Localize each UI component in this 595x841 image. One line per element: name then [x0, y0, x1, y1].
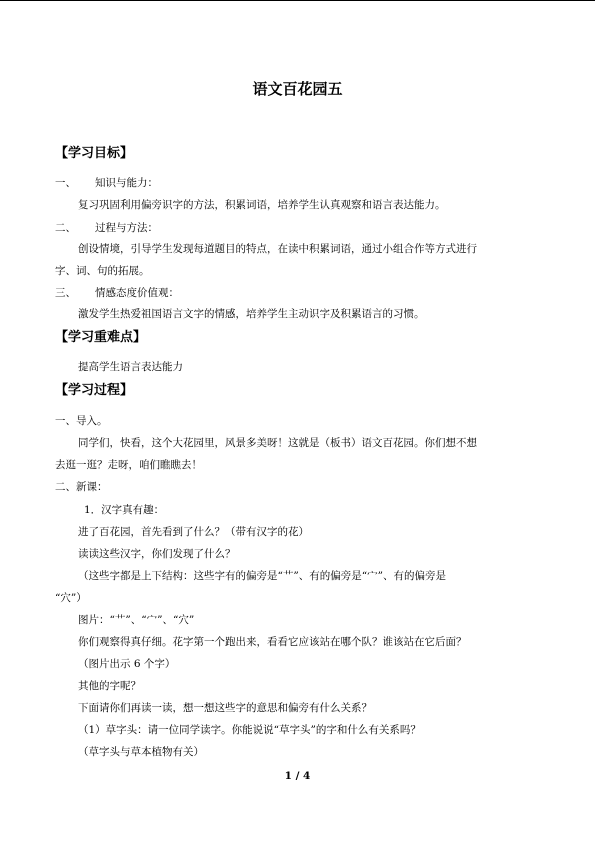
process-paragraph-16: （草字头与草本植物有关） — [78, 746, 204, 758]
heading-key-points: 【学习重难点】 — [55, 330, 147, 345]
goal-item-3 — [55, 286, 179, 300]
page-top-border — [0, 0, 595, 1]
goal-item-2-text-line-1: 创设情境，引导学生发现每道题目的特点，在读中积累词语，通过小组合作等方式进行 — [78, 243, 477, 255]
goal-item-3-number: 三、 — [55, 287, 76, 299]
goal-item-1-text: 复习巩固利用偏旁识字的方法，积累词语，培养学生认真观察和语言表达能力。 — [78, 199, 446, 211]
process-paragraph-1: 一、导入。 — [55, 415, 108, 427]
goal-item-3-text: 激发学生热爱祖国语言文字的情感，培养学生主动识字及积累语言的习惯。 — [78, 308, 425, 320]
goal-item-1 — [55, 176, 158, 190]
process-paragraph-14: 下面请你们再读一读，想一想这些字的意思和偏旁有什么关系？ — [78, 702, 372, 714]
process-paragraph-8: （这些字都是上下结构：这些字有的偏旁是“艹”、有的偏旁是“宀”、有的偏旁是 — [78, 570, 446, 582]
goal-item-2-number: 二、 — [55, 222, 76, 234]
process-paragraph-9: “穴”） — [55, 592, 87, 604]
process-paragraph-15: （1）草字头：请一位同学读字。你能说说“草字头”的字和什么有关系吗？ — [78, 724, 421, 736]
process-paragraph-2: 同学们，快看，这个大花园里，风景多美呀！这就是（板书）语文百花园。你们想不想 — [78, 437, 477, 449]
heading-learning-process: 【学习过程】 — [55, 383, 134, 398]
process-paragraph-3: 去逛一逛？走呀，咱们瞧瞧去！ — [55, 459, 202, 471]
goal-item-2 — [55, 221, 158, 235]
process-paragraph-6: 进了百花园，首先看到了什么？（带有汉字的花） — [78, 526, 309, 538]
process-paragraph-4: 二、新课： — [55, 481, 108, 493]
process-paragraph-5: 1．汉字真有趣： — [84, 504, 165, 516]
goal-item-1-number: 一、 — [55, 177, 76, 189]
process-paragraph-13: 其他的字呢？ — [78, 680, 141, 692]
goal-item-3-label: 情感态度价值观： — [95, 287, 179, 299]
key-points-text: 提高学生语言表达能力 — [78, 361, 183, 373]
heading-learning-goals: 【学习目标】 — [55, 146, 134, 161]
process-paragraph-11: 你们观察得真仔细。花字第一个跑出来，看看它应该站在哪个队？谁该站在它后面？ — [78, 636, 467, 648]
process-paragraph-12: （图片出示 6 个字） — [78, 658, 176, 670]
page-title: 语文百花园五 — [252, 80, 343, 98]
process-paragraph-7: 读读这些汉字，你们发现了什么？ — [78, 548, 236, 560]
goal-item-1-label: 知识与能力： — [95, 177, 158, 189]
goal-item-2-label: 过程与方法： — [95, 222, 158, 234]
process-paragraph-10: 图片：“艹”、“宀”、“穴” — [78, 614, 195, 626]
goal-item-2-text-line-2: 字、词、句的拓展。 — [55, 265, 150, 277]
page-number: 1 / 4 — [284, 770, 311, 782]
